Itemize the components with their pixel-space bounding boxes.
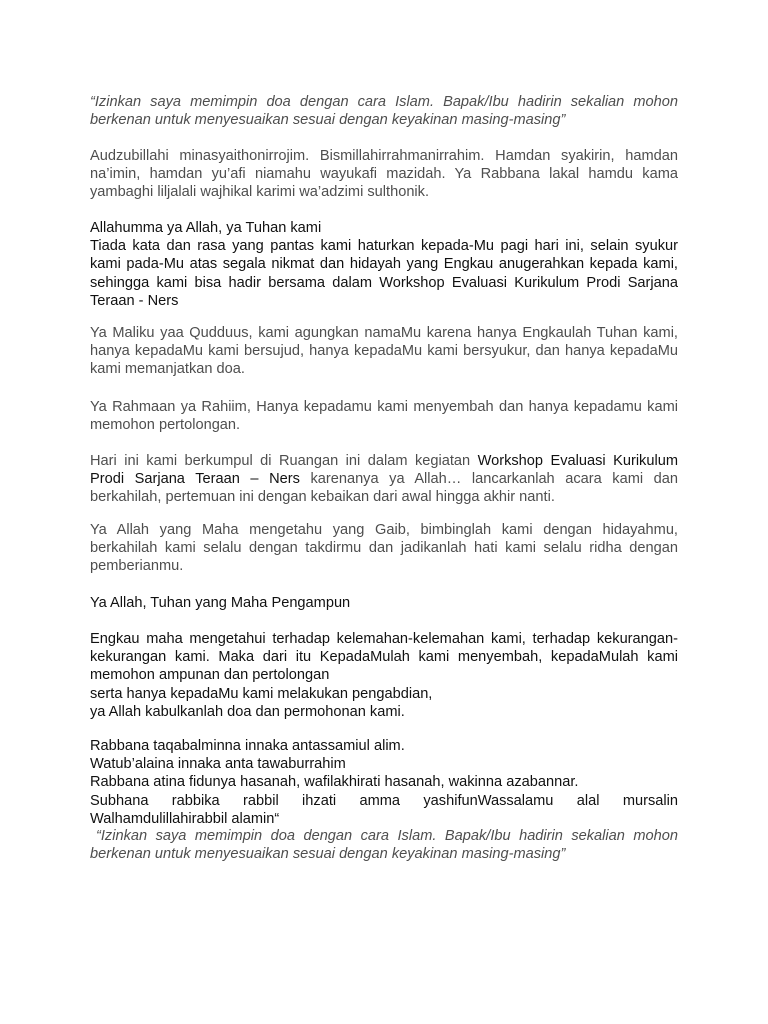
closing-line: Subhana rabbika rabbil ihzati amma yashifunWassalamu alal mursalin Walhamdulillahirabbil alamin“ (90, 792, 678, 827)
invocation-body-intro: Tiada kata dan rasa yang pantas kami haturkan kepada-Mu pagi hari ini, selain syukur kami pada-Mu atas segala nikmat dan hidayah yang Engkau anugerahkan kepada kami, sehingga kami bisa hadir bersama dalam (90, 238, 678, 291)
opening-note: “Izinkan saya memimpin doa dengan cara Islam. Bapak/Ibu hadirin sekalian mohon berkenan untuk menyesuaikan sesuai dengan keyakinan masing-masing” (90, 94, 678, 129)
closing-note: “Izinkan saya memimpin doa dengan cara Islam. Bapak/Ibu hadirin sekalian mohon berkenan untuk menyesuaikan sesuai dengan keyakinan masing-masing” (90, 828, 678, 863)
gathering-intro: Hari ini kami berkumpul di Ruangan ini dalam kegiatan (90, 453, 478, 469)
invocation-body (90, 237, 678, 310)
closing-prayer (90, 737, 678, 828)
forgiveness-line: ya Allah kabulkanlah doa dan permohonan kami. (90, 703, 405, 720)
invocation-event-name: Workshop Evaluasi Kurikulum Prodi Sarjana Teraan - Ners (90, 274, 678, 309)
gathering-event-name: Workshop Evaluasi Kurikulum Prodi Sarjana Teraan – Ners (90, 453, 678, 488)
invocation-heading: Allahumma ya Allah, ya Tuhan kami (90, 220, 322, 236)
closing-line: Rabbana atina fidunya hasanah, wafilakhirati hasanah, wakinna azabannar. (90, 774, 579, 791)
forgiveness-line: Engkau maha mengetahui terhadap kelemahan-kelemahan kami, terhadap kekurangan-kekurangan kami. Maka dari itu KepadaMulah kami menyembah, kepadaMulah kami memohon ampunan dan pertolongan (90, 631, 678, 684)
paragraph-maliku: Ya Maliku yaa Qudduus, kami agungkan namaMu karena hanya Engkaulah Tuhan kami, hanya kepadaMu kami bersujud, hanya kepadaMu kami bersyukur, dan hanya kepadaMu kami memanjatkan doa. (90, 325, 678, 378)
paragraph-gaib: Ya Allah yang Maha mengetahu yang Gaib, bimbinglah kami dengan hidayahmu, berkahilah kami selalu dengan takdirmu dan jadikanlah hati kami selalu ridha dengan pemberianmu. (90, 522, 678, 575)
heading-pengampun: Ya Allah, Tuhan yang Maha Pengampun (90, 595, 351, 611)
invocation-paragraph (90, 219, 678, 310)
paragraph-forgiveness (90, 630, 678, 721)
closing-line: Watub’alaina innaka anta tawaburrahim (90, 756, 346, 773)
paragraph-rahmaan: Ya Rahmaan ya Rahiim, Hanya kepadamu kami menyembah dan hanya kepadamu kami memohon pertolongan. (90, 399, 678, 434)
closing-line: Rabbana taqabalminna innaka antassamiul alim. (90, 738, 405, 754)
forgiveness-line: serta hanya kepadaMu kami melakukan pengabdian, (90, 685, 433, 702)
gathering-outro: karenanya ya Allah… lancarkanlah acara kami dan berkahilah, pertemuan ini dengan kebaikan dari awal hingga akhir nanti. (90, 471, 679, 506)
paragraph-gathering (90, 452, 678, 507)
opening-prayer: Audzubillahi minasyaithonirrojim. Bismillahirrahmanirrahim. Hamdan syakirin, hamdan na’imin, hamdan yu’afi niamahu wayukafi mazidah. Ya Rabbana lakal hamdu kama yambaghi liljalali wajhikal karimi wa’adzimi sulthonik. (90, 148, 678, 201)
